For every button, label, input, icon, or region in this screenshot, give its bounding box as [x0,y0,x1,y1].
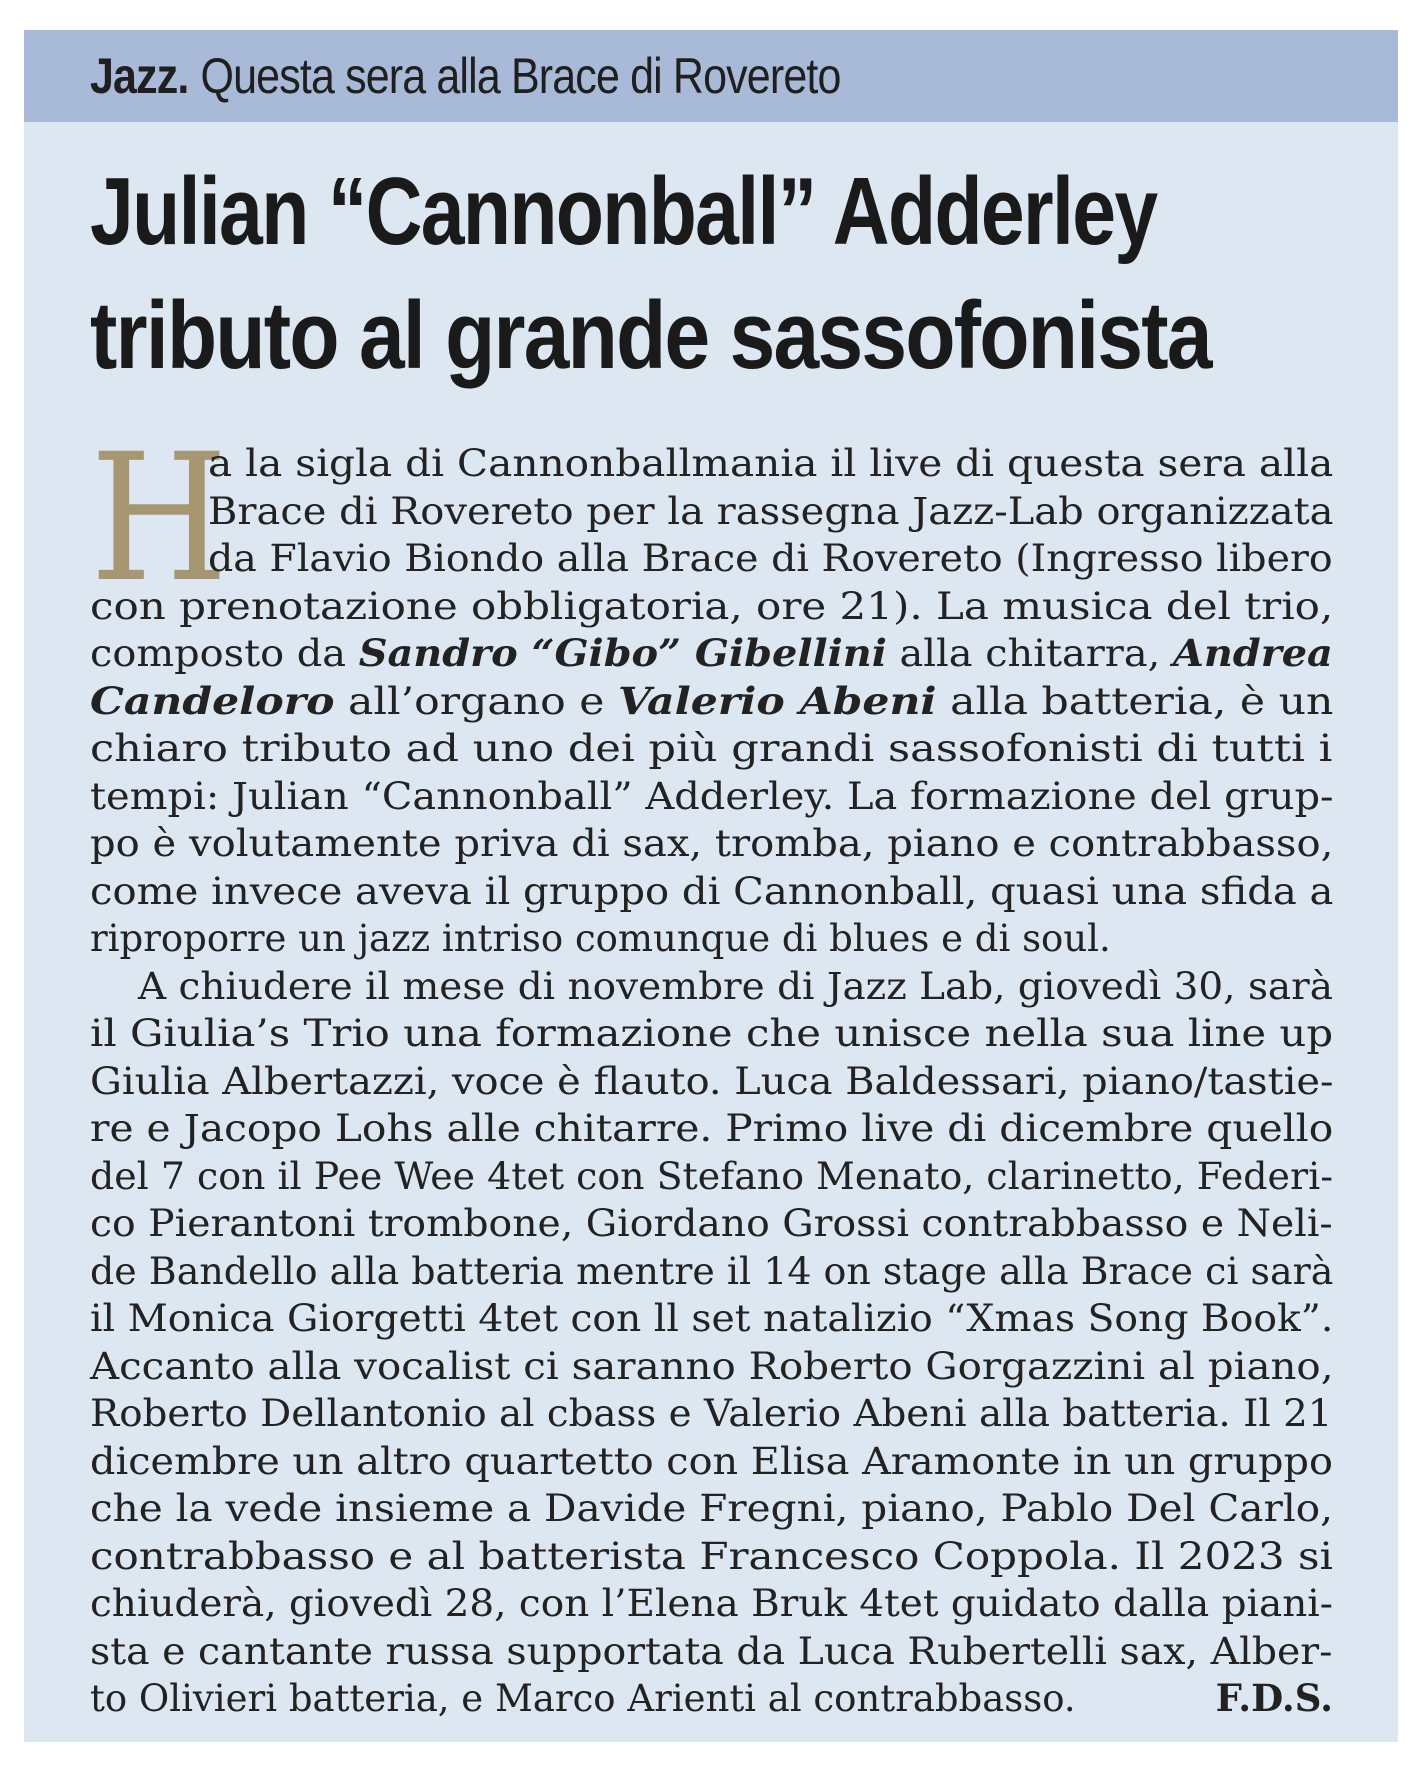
line-fit: de Bandello alla batteria mentre il 14 on stage alla Brace ci sarà [90,1249,1334,1293]
musician-name: Sandro “Gibo” Gibellini [358,631,887,675]
line-fit: Brace di Rovereto per la rassegna Jazz-Lab organizzata [208,489,1334,533]
body-line [90,1153,1333,1201]
line-fit: dicembre un altro quartetto con Elisa Aramonte in un gruppo [90,1439,1333,1483]
body-line [90,1390,1333,1438]
headline-line-1: Julian “Cannonball” Adderley [90,158,1157,265]
body-line [90,1438,1333,1486]
body-line [90,820,1333,868]
author-signature: F.D.S. [1215,1676,1333,1720]
body-line [90,535,1333,583]
article-box [24,30,1398,1742]
body-line: to Olivieri batteria, e Marco Arienti al contrabbasso. [90,1677,1076,1720]
line-fit [90,1675,1333,1723]
headline [90,150,1330,398]
musician-name: Andrea [1172,631,1333,675]
line-fit: il Monica Giorgetti 4tet con ll set natalizio “Xmas Song Book”. [90,1297,1334,1340]
line-fit: Roberto Dellantonio al cbass e Valerio Abeni alla batteria. Il 21 [90,1392,1333,1435]
body-line [90,963,1333,1011]
musician-name: Candeloro [90,678,335,723]
musician-name: Valerio Abeni [617,678,937,723]
body-line [90,1295,1333,1343]
body-line [90,1485,1333,1533]
text-run: alla chitarra, [886,632,1173,675]
line-fit: co Pierantoni trombone, Giordano Grossi contrabbasso e Neli- [90,1202,1333,1245]
paragraph-1 [90,416,1334,963]
article-body [90,416,1334,1723]
body-line [90,1058,1333,1106]
line-fit: a la sigla di Cannonballmania il live di questa sera alla [208,442,1334,485]
text-run: composto da [90,632,359,675]
body-line [90,1343,1333,1391]
line-fit [90,630,1333,678]
line-fit: come invece aveva il gruppo di Cannonball, quasi una sfida a [90,869,1334,913]
body-line [90,1200,1333,1248]
line-fit: del 7 con il Pee Wee 4tet con Stefano Menato, clarinetto, Federi- [90,1154,1333,1198]
kicker [90,47,841,105]
body-line [90,1248,1333,1296]
kicker-subtitle: Questa sera alla Brace di Rovereto [200,48,841,104]
line-fit: chiaro tributo ad uno dei più grandi sassofonisti di tutti i [90,727,1333,770]
line-fit: A chiudere il mese di novembre di Jazz Lab, giovedì 30, sarà [138,964,1334,1008]
headline-line-2: tributo al grande sassofonista [90,282,1211,389]
line-fit: che la vede insieme a Davide Fregni, piano, Pablo Del Carlo, [90,1487,1334,1530]
text-run: alla batteria, è un [936,679,1334,723]
dropcap-letter: H [90,416,229,621]
line-fit: sta e cantante russa supportata da Luca Rubertelli sax, Alber- [90,1629,1333,1673]
line-fit: contrabbasso e al batterista Francesco Coppola. Il 2023 si [90,1534,1333,1578]
line-fit: il Giulia’s Trio una formazione che unisce nella sua line up [90,1012,1334,1055]
line-fit: tempi: Julian “Cannonball” Adderley. La formazione del grup- [90,774,1334,818]
line-fit: da Flavio Biondo alla Brace di Rovereto (Ingresso libero [208,537,1333,580]
dropcap [90,416,229,621]
body-line [90,440,1333,488]
line-fit: riproporre un jazz intriso comunque di blues e di soul. [90,917,1111,960]
line-fit [90,678,1333,726]
line-fit: chiuderà, giovedì 28, con l’Elena Bruk 4tet guidato dalla piani- [90,1582,1333,1625]
kicker-label: Jazz. [90,48,189,104]
body-line [90,488,1333,536]
body-line [90,583,1333,631]
body-line [90,630,1333,678]
body-line [90,868,1333,916]
line-fit: Giulia Albertazzi, voce è flauto. Luca Baldessari, piano/tastie- [90,1059,1334,1103]
body-line [90,1580,1333,1628]
kicker-bar [24,30,1398,122]
line-fit: con prenotazione obbligatoria, ore 21). La musica del trio, [90,584,1334,628]
last-line-row [90,1675,1333,1723]
line-fit: re e Jacopo Lohs alle chitarre. Primo live di dicembre quello [90,1107,1334,1150]
body-line [90,773,1333,821]
paragraph-2 [90,963,1333,1723]
body-line [90,1010,1333,1058]
body-line [90,915,1333,963]
line-fit: po è volutamente priva di sax, tromba, piano e contrabbasso, [90,822,1334,865]
body-line [90,1533,1333,1581]
body-line [90,1105,1333,1153]
line-fit: Accanto alla vocalist ci saranno Roberto Gorgazzini al piano, [90,1344,1334,1388]
text-run: all’organo e [334,679,618,723]
body-line [90,678,1333,726]
body-line [90,725,1333,773]
body-line [90,1628,1333,1676]
